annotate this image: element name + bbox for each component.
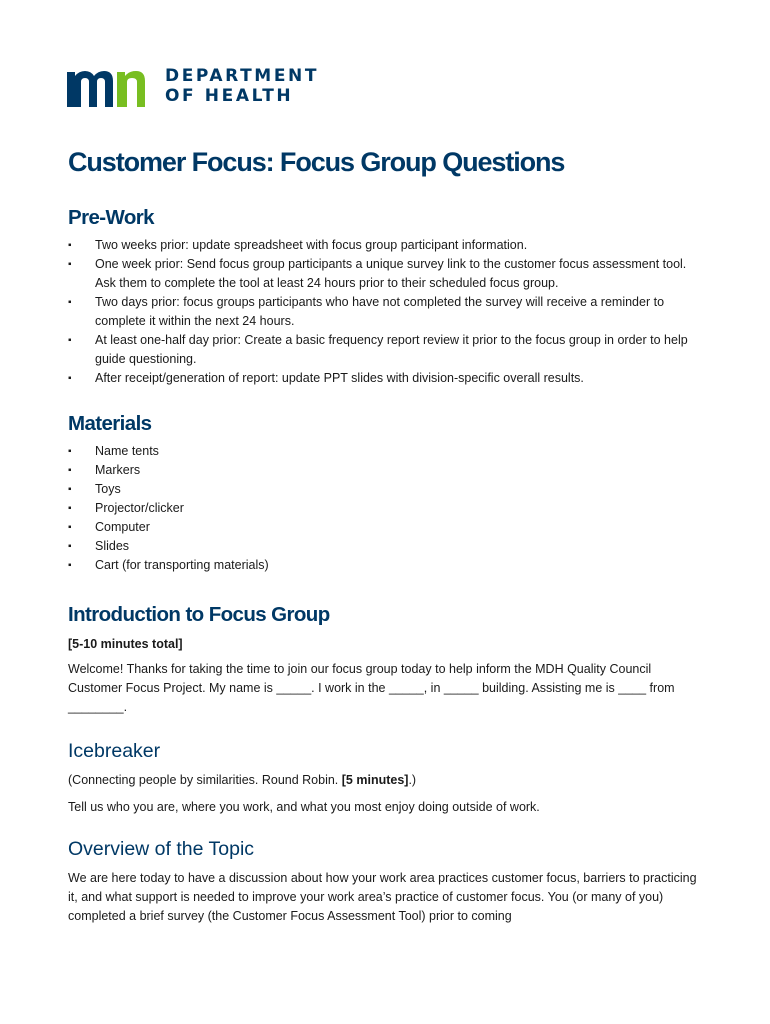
list-item: ▪ Markers <box>68 461 708 480</box>
list-item: ▪ At least one-half day prior: Create a basic frequency report review it prior to the focus group in order to help guide questioning. <box>68 333 688 366</box>
list-item: ▪ Toys <box>68 480 708 499</box>
mn-logo-mark-icon <box>67 68 153 108</box>
logo-line-1: DEPARTMENT <box>165 66 320 86</box>
bullet-icon: ▪ <box>68 503 72 514</box>
bullet-icon: ▪ <box>68 465 72 476</box>
list-item: ▪ Two days prior: focus groups participants who have not completed the survey will receive a reminder to complete it within the next 24 hours. <box>68 295 665 328</box>
list-item: ▪ Name tents <box>68 442 708 461</box>
icebreaker-text: Tell us who you are, where you work, and what you most enjoy doing outside of work. <box>68 800 540 814</box>
bullet-icon: ▪ <box>68 373 72 384</box>
icebreaker-heading: Icebreaker <box>68 740 161 762</box>
list-item: ▪ Slides <box>68 537 708 556</box>
list-item: ▪ Computer <box>68 518 708 537</box>
prework-heading: Pre-Work <box>68 206 154 229</box>
list-item: ▪ After receipt/generation of report: update PPT slides with division-specific overall results. <box>68 369 708 388</box>
list-item: ▪ One week prior: Send focus group participants a unique survey link to the customer focus assessment tool. Ask them to complete the tool at least 24 hours prior to their scheduled focus group. <box>68 257 687 290</box>
page-title: Customer Focus: Focus Group Questions <box>68 147 565 177</box>
bullet-icon: ▪ <box>68 335 72 346</box>
materials-list <box>68 442 708 575</box>
bullet-icon: ▪ <box>68 484 72 495</box>
intro-heading: Introduction to Focus Group <box>68 603 330 626</box>
prework-list <box>68 236 708 388</box>
bullet-icon: ▪ <box>68 541 72 552</box>
overview-text: We are here today to have a discussion about how your work area practices customer focus, barriers to practicing it, and what support is needed to improve your work area’s practice of customer focus. You (or many of you) completed a brief survey (the Customer Focus Assessment Tool) prior to coming <box>68 871 697 923</box>
icebreaker-note: (Connecting people by similarities. Round Robin. [5 minutes].) <box>68 773 417 787</box>
mdh-logo <box>67 68 319 108</box>
bullet-icon: ▪ <box>68 560 72 571</box>
logo-line-2: OF HEALTH <box>165 86 294 106</box>
bullet-icon: ▪ <box>68 446 72 457</box>
list-item: ▪ Cart (for transporting materials) <box>68 556 708 575</box>
overview-heading: Overview of the Topic <box>68 838 255 860</box>
materials-heading: Materials <box>68 412 152 435</box>
bullet-icon: ▪ <box>68 522 72 533</box>
list-item: ▪ Projector/clicker <box>68 499 708 518</box>
intro-text: Welcome! Thanks for taking the time to join our focus group today to help inform the MDH Quality Council Customer Focus Project. My name is _____. I work in the _____, in _____ building. Assisting me is ____ from ________. <box>68 662 675 714</box>
document-body <box>68 140 708 926</box>
list-item: ▪ Two weeks prior: update spreadsheet with focus group participant information. <box>68 236 708 255</box>
bullet-icon: ▪ <box>68 297 72 308</box>
bullet-icon: ▪ <box>68 240 72 251</box>
bullet-icon: ▪ <box>68 259 72 270</box>
intro-time: [5-10 minutes total] <box>68 637 183 651</box>
